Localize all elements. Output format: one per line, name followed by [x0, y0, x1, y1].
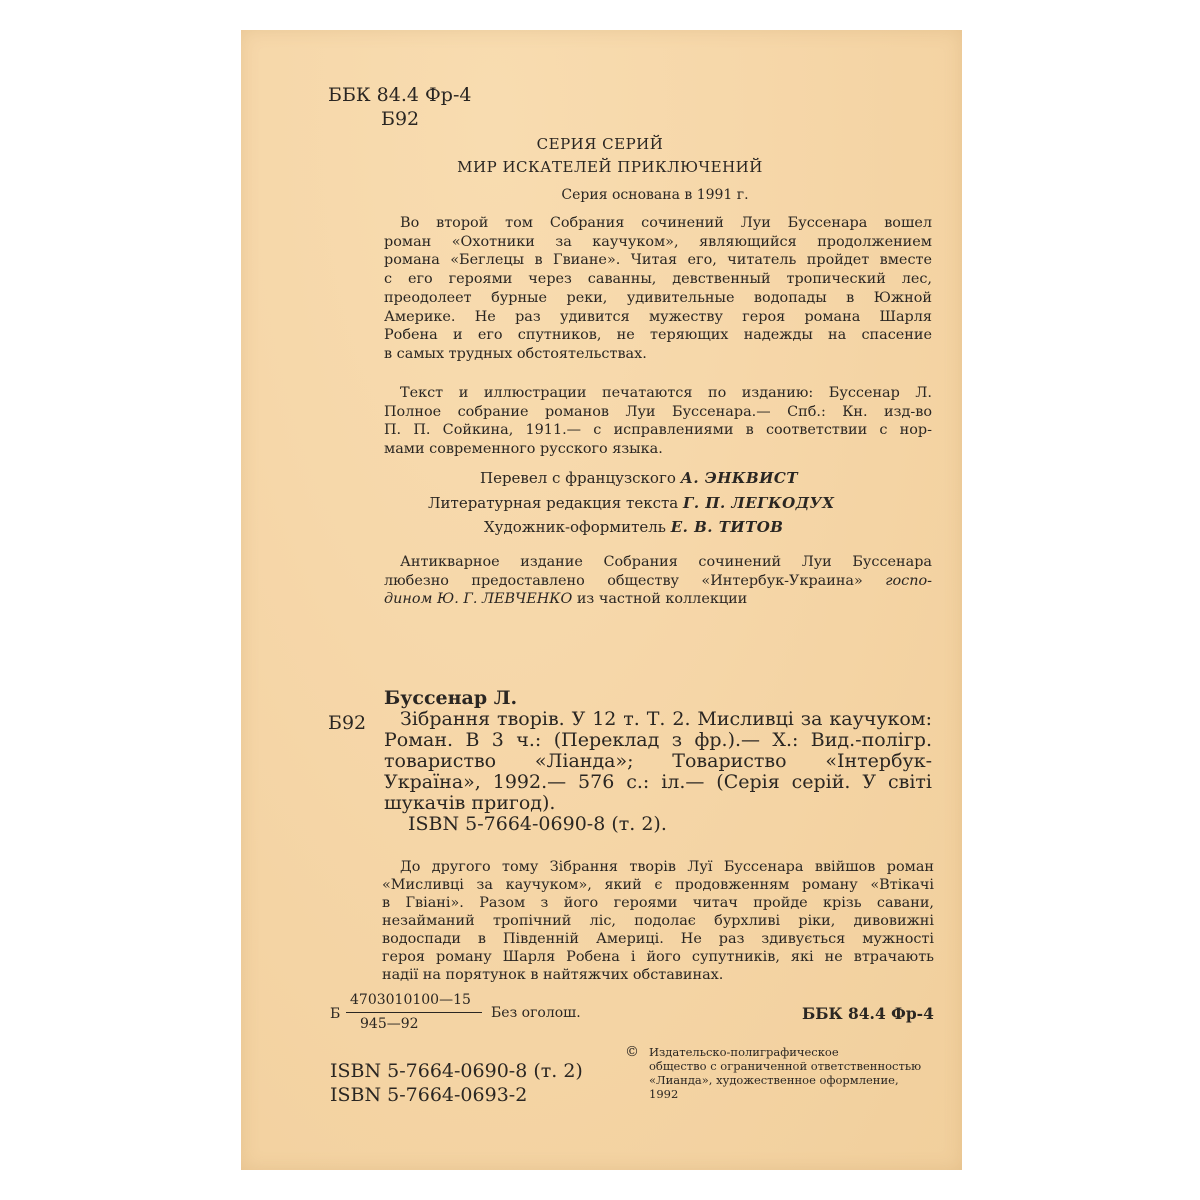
antique-note	[384, 553, 932, 609]
credit-label: Литературная редакция текста	[428, 494, 679, 512]
antique-line: Антикварное издание Собрания сочинений Луи Буссенара	[400, 554, 932, 570]
antique-line-italic: госпо-	[885, 572, 933, 589]
annotation-uk-line: незайманий тропічний ліс, подолає бурхливі ріки, дивовижні	[382, 913, 934, 929]
credit-label: Художник-оформитель	[484, 518, 666, 536]
source-line: Текст и иллюстрации печатаются по изданию: Буссенар Л.	[400, 385, 932, 401]
credit-translator	[480, 469, 798, 487]
copyright-icon: ©	[625, 1044, 639, 1060]
copyright-line: общество с ограниченной ответственностью	[649, 1059, 922, 1073]
copyright-line: 1992	[649, 1087, 679, 1101]
series-founded: Серия основана в 1991 г.	[561, 187, 749, 203]
code-numerator: 4703010100—15	[350, 992, 471, 1008]
antique-line-part: любезно предоставлено обществу «Интербук-Украина»	[384, 572, 863, 589]
annotation-line: Во второй том Собрания сочинений Луи Буссенара вошел	[400, 215, 932, 231]
annotation-ukrainian	[330, 858, 934, 984]
series-title: СЕРИЯ СЕРИЙ	[536, 135, 664, 153]
catalog-code: Б92	[328, 712, 367, 734]
annotation-uk-line: героя роману Шарля Робена і його супутників, які не втрачають	[382, 949, 934, 965]
annotation-line: роман «Охотники за каучуком», являющийся продолжением	[384, 233, 932, 250]
annotation-uk-line: надії на порятунок в найтяжчих обставинах.	[382, 967, 724, 983]
catalog-isbn: ISBN 5-7664-0690-8 (т. 2).	[408, 813, 667, 835]
annotation-line: с его героями через саванны, девственный тропический лес,	[384, 271, 932, 288]
annotation-uk-line: До другого тому Зібрання творів Луї Буссенара ввійшов роман	[400, 859, 934, 875]
annotation-russian	[384, 214, 932, 364]
no-announcement: Без оголош.	[491, 1005, 581, 1021]
code-denominator: 945—92	[360, 1016, 419, 1032]
source-note	[384, 384, 932, 459]
annotation-line: преодолеет бурные реки, удивительные водопады в Южной	[384, 289, 932, 306]
credit-name: Г. П. ЛЕГКОДУХ	[683, 494, 835, 512]
antique-line-part: из частной коллекции	[576, 591, 748, 608]
bbk-index-top: ББК 84.4 Фр-4	[328, 84, 472, 106]
bbk-index-bottom: ББК 84.4 Фр-4	[802, 1004, 934, 1023]
annotation-uk-line: «Мисливці за каучуком», який є продовженням роману «Втікачі	[382, 877, 934, 893]
annotation-line: романа «Беглецы в Гвиане». Читая его, читатель пройдет вместе	[384, 252, 932, 269]
catalog-line: Роман. В 3 ч.: (Переклад з фр.).— Х.: Вид.-полігр.	[384, 729, 932, 751]
author-code-top: Б92	[381, 108, 420, 130]
copyright-line: «Лианда», художественное оформление,	[649, 1073, 899, 1087]
catalog-line: товариство «Ліанда»; Товариство «Інтербук-	[384, 750, 932, 772]
antique-line	[384, 572, 932, 591]
catalog-card	[384, 688, 932, 835]
source-line: П. П. Сойкина, 1911.— с исправлениями в соответствии с нор-	[384, 422, 932, 439]
source-line: Полное собрание романов Луи Буссенара.— Спб.: Кн. изд-во	[384, 403, 932, 420]
credit-editor	[428, 494, 834, 512]
annotation-line: Америке. Не раз удивится мужеству героя романа Шарля	[384, 308, 932, 325]
antique-line-italic: дином Ю. Г. ЛЕВЧЕНКО	[384, 591, 573, 608]
annotation-line: Робена и его спутников, не теряющих надежды на спасение	[384, 327, 932, 344]
annotation-line: в самых трудных обстоятельствах.	[384, 345, 647, 362]
isbn-volume: ISBN 5-7664-0690-8 (т. 2)	[330, 1060, 583, 1082]
fraction-bar	[346, 1012, 482, 1013]
catalog-author: Буссенар Л.	[384, 687, 518, 709]
annotation-uk-line: в Гвіані». Разом з його героями читач пройде крізь савани,	[382, 895, 934, 911]
credit-label: Перевел с французского	[480, 469, 676, 487]
credit-designer	[484, 518, 783, 536]
credit-name: Е. В. ТИТОВ	[670, 518, 784, 536]
antique-line	[384, 590, 932, 609]
code-letter: Б	[330, 1006, 341, 1022]
catalog-line: шукачів пригод).	[384, 792, 556, 814]
annotation-uk-line: водоспади в Південній Америці. Не раз здивується мужності	[382, 931, 934, 947]
series-subtitle: МИР ИСКАТЕЛЕЙ ПРИКЛЮЧЕНИЙ	[457, 158, 763, 176]
catalog-line: Україна», 1992.— 576 с.: іл.— (Серія серій. У світі	[384, 771, 932, 793]
catalog-line: Зібрання творів. У 12 т. Т. 2. Мисливці за каучуком:	[400, 708, 932, 730]
credit-name: А. ЭНКВИСТ	[680, 469, 799, 487]
source-line: мами современного русского языка.	[384, 441, 663, 458]
copyright-line: Издательско-полиграфическое	[649, 1045, 839, 1059]
isbn-set: ISBN 5-7664-0693-2	[330, 1084, 528, 1106]
